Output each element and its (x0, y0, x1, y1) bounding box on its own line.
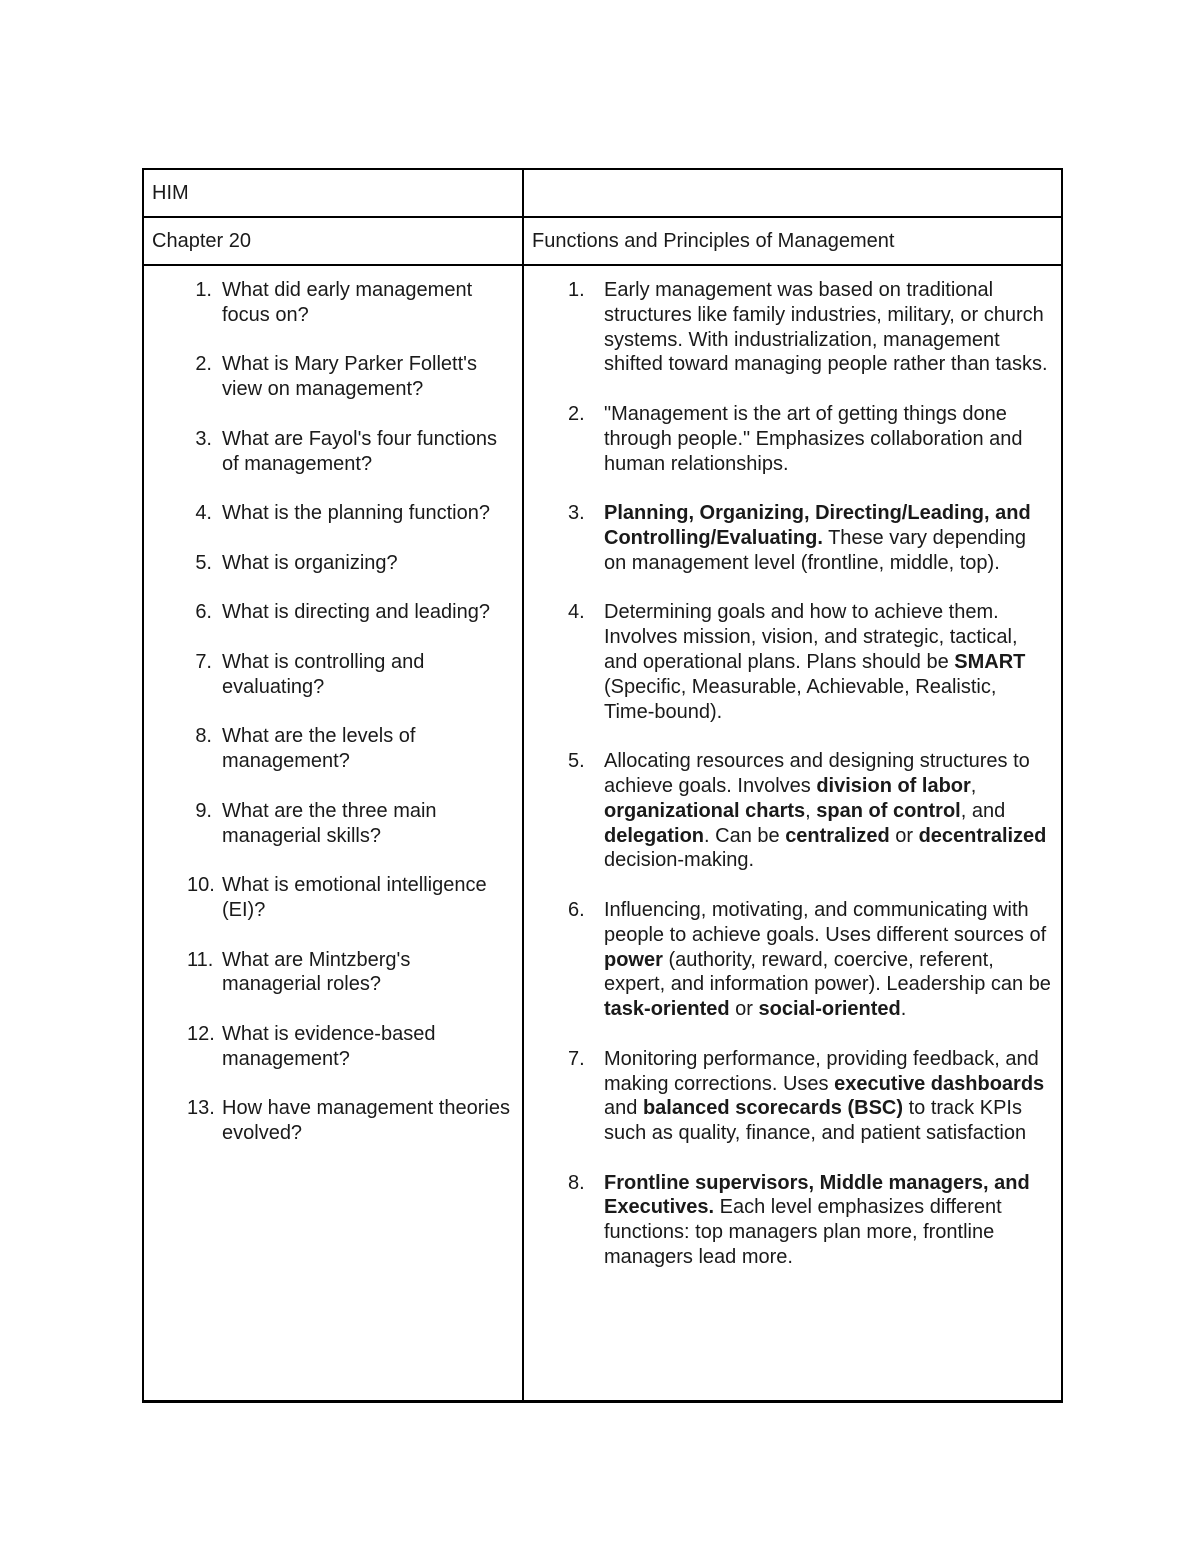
question-number: 2. (195, 353, 212, 376)
answer-item (524, 600, 1061, 724)
question-item (144, 501, 522, 526)
question-item (144, 352, 522, 402)
question-item (144, 600, 522, 625)
answer-item (524, 898, 1061, 1022)
answers-cell (523, 265, 1062, 1402)
answer-number: 4. (568, 601, 585, 624)
answer-bold-text: task-oriented (604, 998, 730, 1021)
header-row (143, 169, 1062, 217)
answer-bold-text: centralized (785, 824, 890, 847)
question-number: 12. (187, 1022, 215, 1045)
chapter-label: Chapter 20 (152, 230, 251, 252)
question-item (144, 1022, 522, 1072)
answer-text: Each level emphasizes different functions: top managers plan more, frontline managers lead more. (604, 1196, 1002, 1269)
answer-bold-text: social-oriented (758, 998, 901, 1021)
questions-list (144, 266, 522, 1146)
answer-number: 6. (568, 898, 585, 921)
question-number: 1. (195, 279, 212, 301)
answer-text: (Specific, Measurable, Achievable, Realistic, Time-bound). (604, 675, 997, 723)
question-item (144, 650, 522, 700)
answer-text: or (729, 998, 759, 1021)
answer-bold-text: power (604, 948, 663, 971)
question-number: 6. (195, 601, 212, 624)
answer-text: , (970, 774, 977, 797)
question-text: What are Fayol's four functions of management? (222, 427, 498, 475)
answer-text: "Management is the art of getting things done through people." Emphasizes collaboration and human relationships. (604, 402, 1023, 475)
answer-number: 2. (568, 402, 585, 425)
question-text: What are Mintzberg's managerial roles? (222, 948, 411, 996)
answer-text: Allocating resources and designing structures to achieve goals. Involves (604, 750, 1030, 797)
topic-title: Functions and Principles of Management (532, 230, 895, 252)
answer-bold-text: Frontline supervisors, Middle managers, and Executives. (604, 1171, 1030, 1219)
answer-text: Determining goals and how to achieve them. Involves mission, vision, and strategic, tactical, and operational plans. Plans should be (604, 601, 1018, 673)
answer-text: and (604, 1097, 643, 1120)
topic-cell (523, 217, 1062, 265)
question-item (144, 799, 522, 849)
chapter-cell (143, 217, 523, 265)
answer-bold-text: division of labor (816, 774, 971, 797)
question-text: What are the three main managerial skills? (222, 799, 437, 847)
question-number: 3. (195, 427, 212, 450)
question-item (144, 551, 522, 576)
answer-item (524, 749, 1061, 873)
answer-number: 7. (568, 1047, 585, 1070)
question-text: What is controlling and evaluating? (222, 650, 425, 698)
header-course-cell (143, 169, 523, 217)
answer-text: Early management was based on traditional structures like family industries, military, or church systems. With industrialization, management shifted toward managing people rather than tasks. (604, 279, 1048, 376)
question-item (144, 873, 522, 923)
answer-bold-text: executive dashboards (834, 1072, 1045, 1095)
content-row (143, 265, 1062, 1402)
answer-item (524, 501, 1061, 575)
notes-table (142, 168, 1063, 1403)
answer-item (524, 1171, 1061, 1270)
question-text: What is the planning function? (222, 502, 490, 525)
question-item (144, 427, 522, 477)
question-number: 8. (195, 725, 212, 748)
question-text: What is evidence-based management? (222, 1022, 436, 1070)
answer-bold-text: SMART (954, 650, 1026, 673)
answer-bold-text: Planning, Organizing, Directing/Leading, and Controlling/Evaluating. (604, 502, 1031, 549)
answer-text: (authority, reward, coercive, referent, expert, and information power). Leadership can be (604, 948, 1051, 996)
question-text: What did early management focus on? (222, 279, 473, 326)
question-number: 10. (187, 874, 215, 897)
question-text: What are the levels of management? (222, 725, 416, 773)
question-text: What is emotional intelligence (EI)? (222, 874, 487, 921)
answer-text: . (900, 998, 907, 1021)
course-label: HIM (152, 182, 189, 204)
answer-text: . Can be (704, 824, 786, 847)
question-number: 4. (195, 502, 212, 525)
subheader-row (143, 217, 1062, 265)
answer-item (524, 1047, 1061, 1146)
answer-text: to track KPIs such as quality, finance, and patient satisfaction (604, 1097, 1027, 1145)
answer-bold-text: organizational charts (604, 799, 806, 822)
answer-text: These vary depending on management level (frontline, middle, top). (604, 526, 1026, 574)
question-number: 11. (187, 948, 214, 971)
answer-number: 8. (568, 1171, 585, 1194)
questions-cell (143, 265, 523, 1402)
question-item (144, 1096, 522, 1146)
header-blank-cell (523, 169, 1062, 217)
answer-text: , and (960, 799, 1006, 822)
question-item (144, 948, 522, 998)
answer-bold-text: span of control (816, 799, 961, 822)
answer-number: 3. (568, 502, 585, 525)
question-number: 5. (195, 551, 212, 574)
question-number: 9. (195, 799, 212, 822)
answer-bold-text: delegation (604, 824, 705, 847)
answers-list (524, 266, 1061, 1270)
answer-bold-text: decentralized (918, 824, 1047, 847)
question-text: What is Mary Parker Follett's view on management? (222, 353, 477, 401)
question-text: What is organizing? (222, 551, 398, 574)
question-number: 7. (195, 650, 212, 673)
header-blank-text (524, 170, 1061, 181)
question-number: 13. (187, 1097, 215, 1120)
question-item (144, 724, 522, 774)
answer-item (524, 402, 1061, 476)
answer-text: or (889, 824, 919, 847)
answer-text: Monitoring performance, providing feedback, and making corrections. Uses (604, 1047, 1039, 1095)
question-text: How have management theories evolved? (222, 1097, 510, 1145)
question-item (144, 278, 522, 328)
answer-item (524, 278, 1061, 377)
answer-bold-text: balanced scorecards (BSC) (642, 1097, 904, 1120)
answer-text: , (805, 799, 817, 822)
answer-number: 5. (568, 750, 585, 773)
question-text: What is directing and leading? (222, 601, 490, 624)
answer-number: 1. (568, 279, 585, 301)
answer-text: Influencing, motivating, and communicating with people to achieve goals. Uses different sources of (604, 898, 1047, 946)
answer-text: decision-making. (604, 849, 755, 872)
